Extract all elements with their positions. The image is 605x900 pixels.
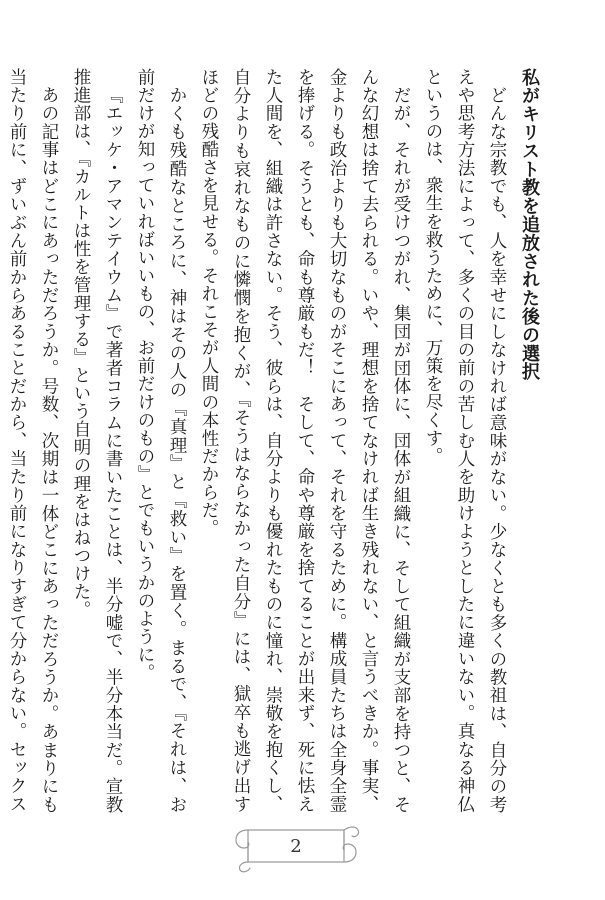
page-number: 2 [290, 835, 302, 857]
page-number-scroll [226, 818, 366, 874]
paragraph: だが、それが受けつがれ、集団が団体に、団体が組織に、そして組織が支部を持つと、そんな幻想は捨て去られる。いや、理想を捨てなければ生き残れない、と言うべきか。事実、金よりも政治よりも大切なものがそこにあって、それを守るために。構成員たちは全身全霊を捧げる。そうとも、命も尊厳もだ！ そして、命や尊厳を捨てることが出来ず、死に怯えた人間を、組織は許さない。そう、彼らは、自分よりも優れたものに憧れ、崇敬を抱くし、自分よりも哀れなものに憐憫を抱くが、『そうはならなかった自分』には、獄卒も逃げ出すほどの残酷さを見せる。それこそが人間の本性だからだ。 [199, 68, 411, 813]
paragraph: 『エッケ・アマンテイウム』で著者コラムに書いたことは、半分嘘で、半分本当だ。宣教推進部は、『カルトは性を管理する』という自明の理をはねつけた。 [71, 68, 123, 813]
paragraph: どんな宗教でも、人を幸せにしなければ意味がない。少なくとも多くの教祖は、自分の考えや思考方法によって、多くの目の前の苦しむ人を助けようとしたに違いない。真なる神仏というのは、衆生を救うために、万策を尽くす。 [423, 68, 507, 813]
section-heading: 私がキリスト教を追放された後の選択 [519, 68, 540, 381]
vertical-text-block [7, 68, 545, 813]
paragraph: かくも残酷なところに、神はその人の『真理』と『救い』を置く。まるで、『それは、お前だけが知っていればいいもの、お前だけのもの』とでもいうかのように。 [135, 68, 187, 813]
paragraph: あの記事はどこにあっただろうか。号数、次期は一体どこにあっただろうか。あまりにも当たり前に、ずいぶん前からあることだから、当たり前になりすぎて分からない。セックス [7, 68, 59, 813]
